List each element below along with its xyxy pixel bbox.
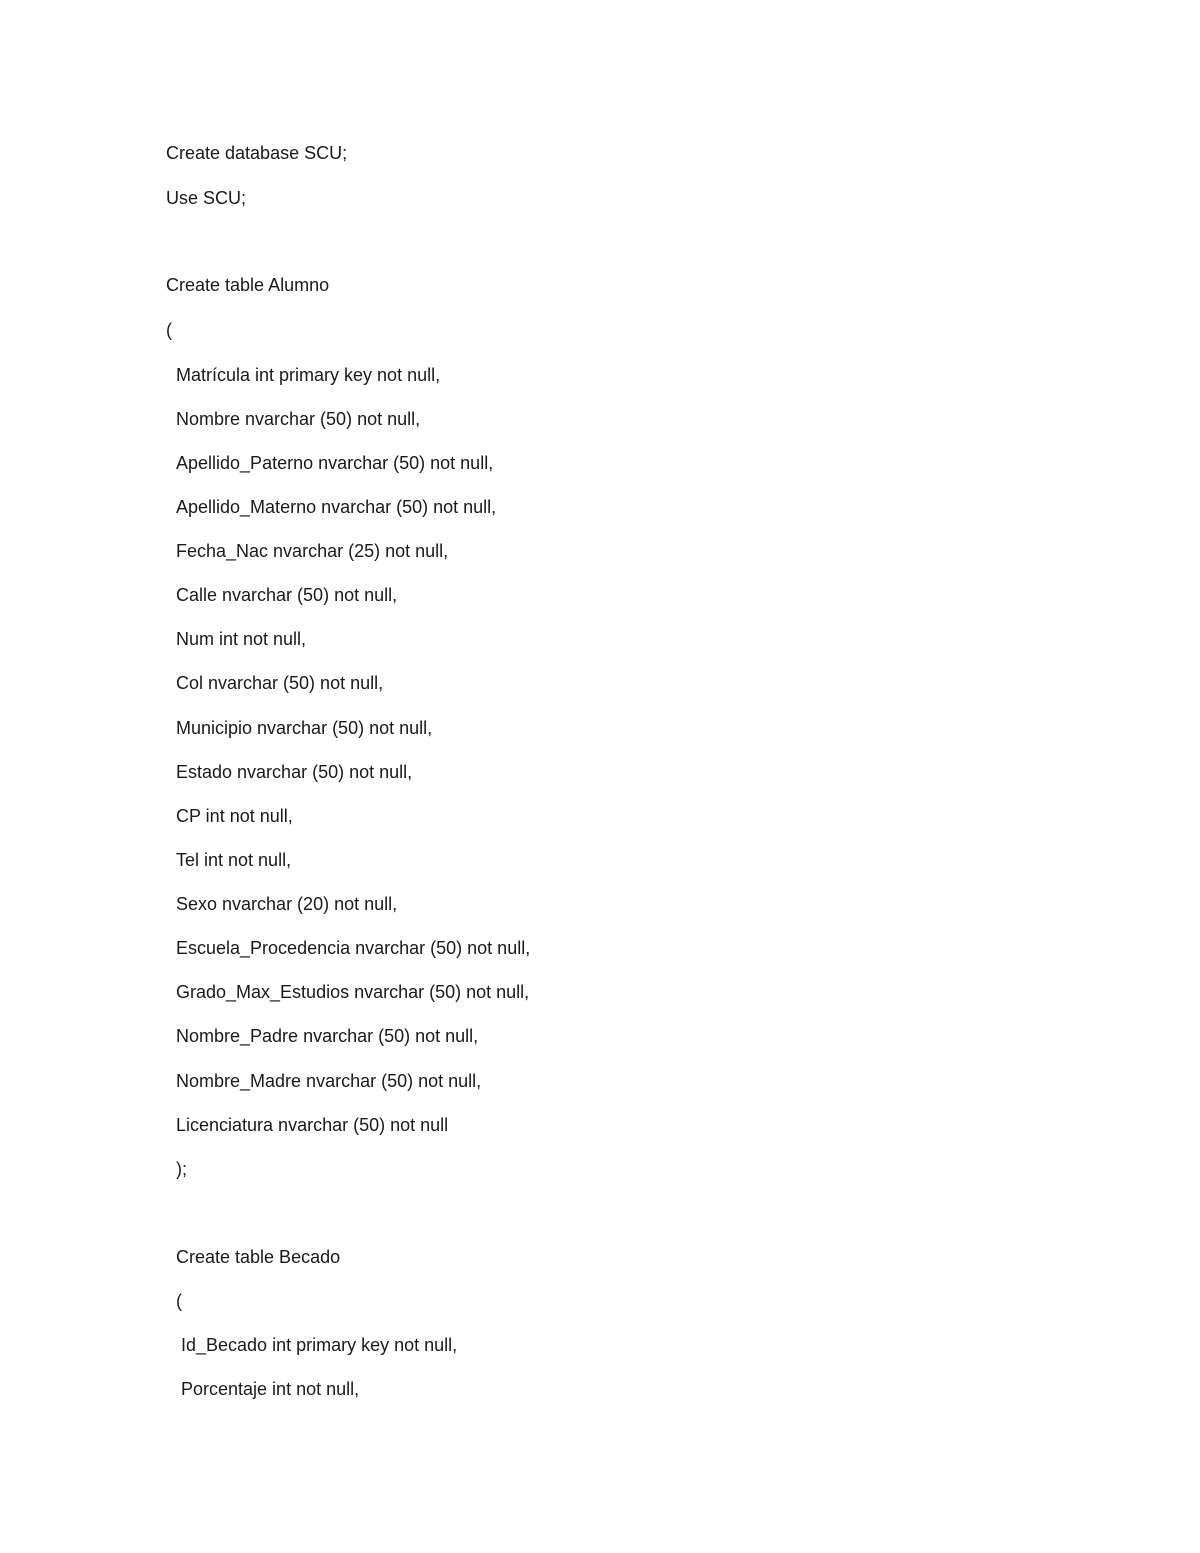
code-line-column: Matrícula int primary key not null, — [176, 365, 441, 385]
code-line-column: Licenciatura nvarchar (50) not null — [176, 1115, 449, 1135]
code-line-column: Nombre_Padre nvarchar (50) not null, — [176, 1026, 479, 1046]
code-line-use-database: Use SCU; — [166, 188, 247, 208]
code-line-column: Id_Becado int primary key not null, — [181, 1335, 458, 1355]
code-line-column: CP int not null, — [176, 806, 293, 826]
code-line-column: Calle nvarchar (50) not null, — [176, 585, 398, 605]
code-line-create-database: Create database SCU; — [166, 143, 348, 163]
code-line-column: Fecha_Nac nvarchar (25) not null, — [176, 541, 449, 561]
code-line-column: Estado nvarchar (50) not null, — [176, 762, 413, 782]
code-line-column: Tel int not null, — [176, 850, 292, 870]
code-line-column: Apellido_Paterno nvarchar (50) not null, — [176, 453, 494, 473]
code-line-column: Porcentaje int not null, — [181, 1379, 360, 1399]
code-line-open-paren-alumno: ( — [166, 320, 172, 340]
code-line-column: Apellido_Materno nvarchar (50) not null, — [176, 497, 497, 517]
code-line-column: Num int not null, — [176, 629, 307, 649]
code-line-create-table-becado: Create table Becado — [176, 1247, 341, 1267]
code-line-create-table-alumno: Create table Alumno — [166, 275, 330, 295]
code-line-column: Municipio nvarchar (50) not null, — [176, 718, 433, 738]
code-line-column: Nombre_Madre nvarchar (50) not null, — [176, 1071, 482, 1091]
code-line-column: Grado_Max_Estudios nvarchar (50) not null, — [176, 982, 530, 1002]
code-line-column: Escuela_Procedencia nvarchar (50) not null, — [176, 938, 531, 958]
code-line-close-paren-alumno: ); — [176, 1159, 187, 1179]
code-line-column: Nombre nvarchar (50) not null, — [176, 409, 421, 429]
code-line-column: Sexo nvarchar (20) not null, — [176, 894, 398, 914]
code-line-column: Col nvarchar (50) not null, — [176, 673, 384, 693]
code-line-open-paren-becado: ( — [176, 1291, 182, 1311]
